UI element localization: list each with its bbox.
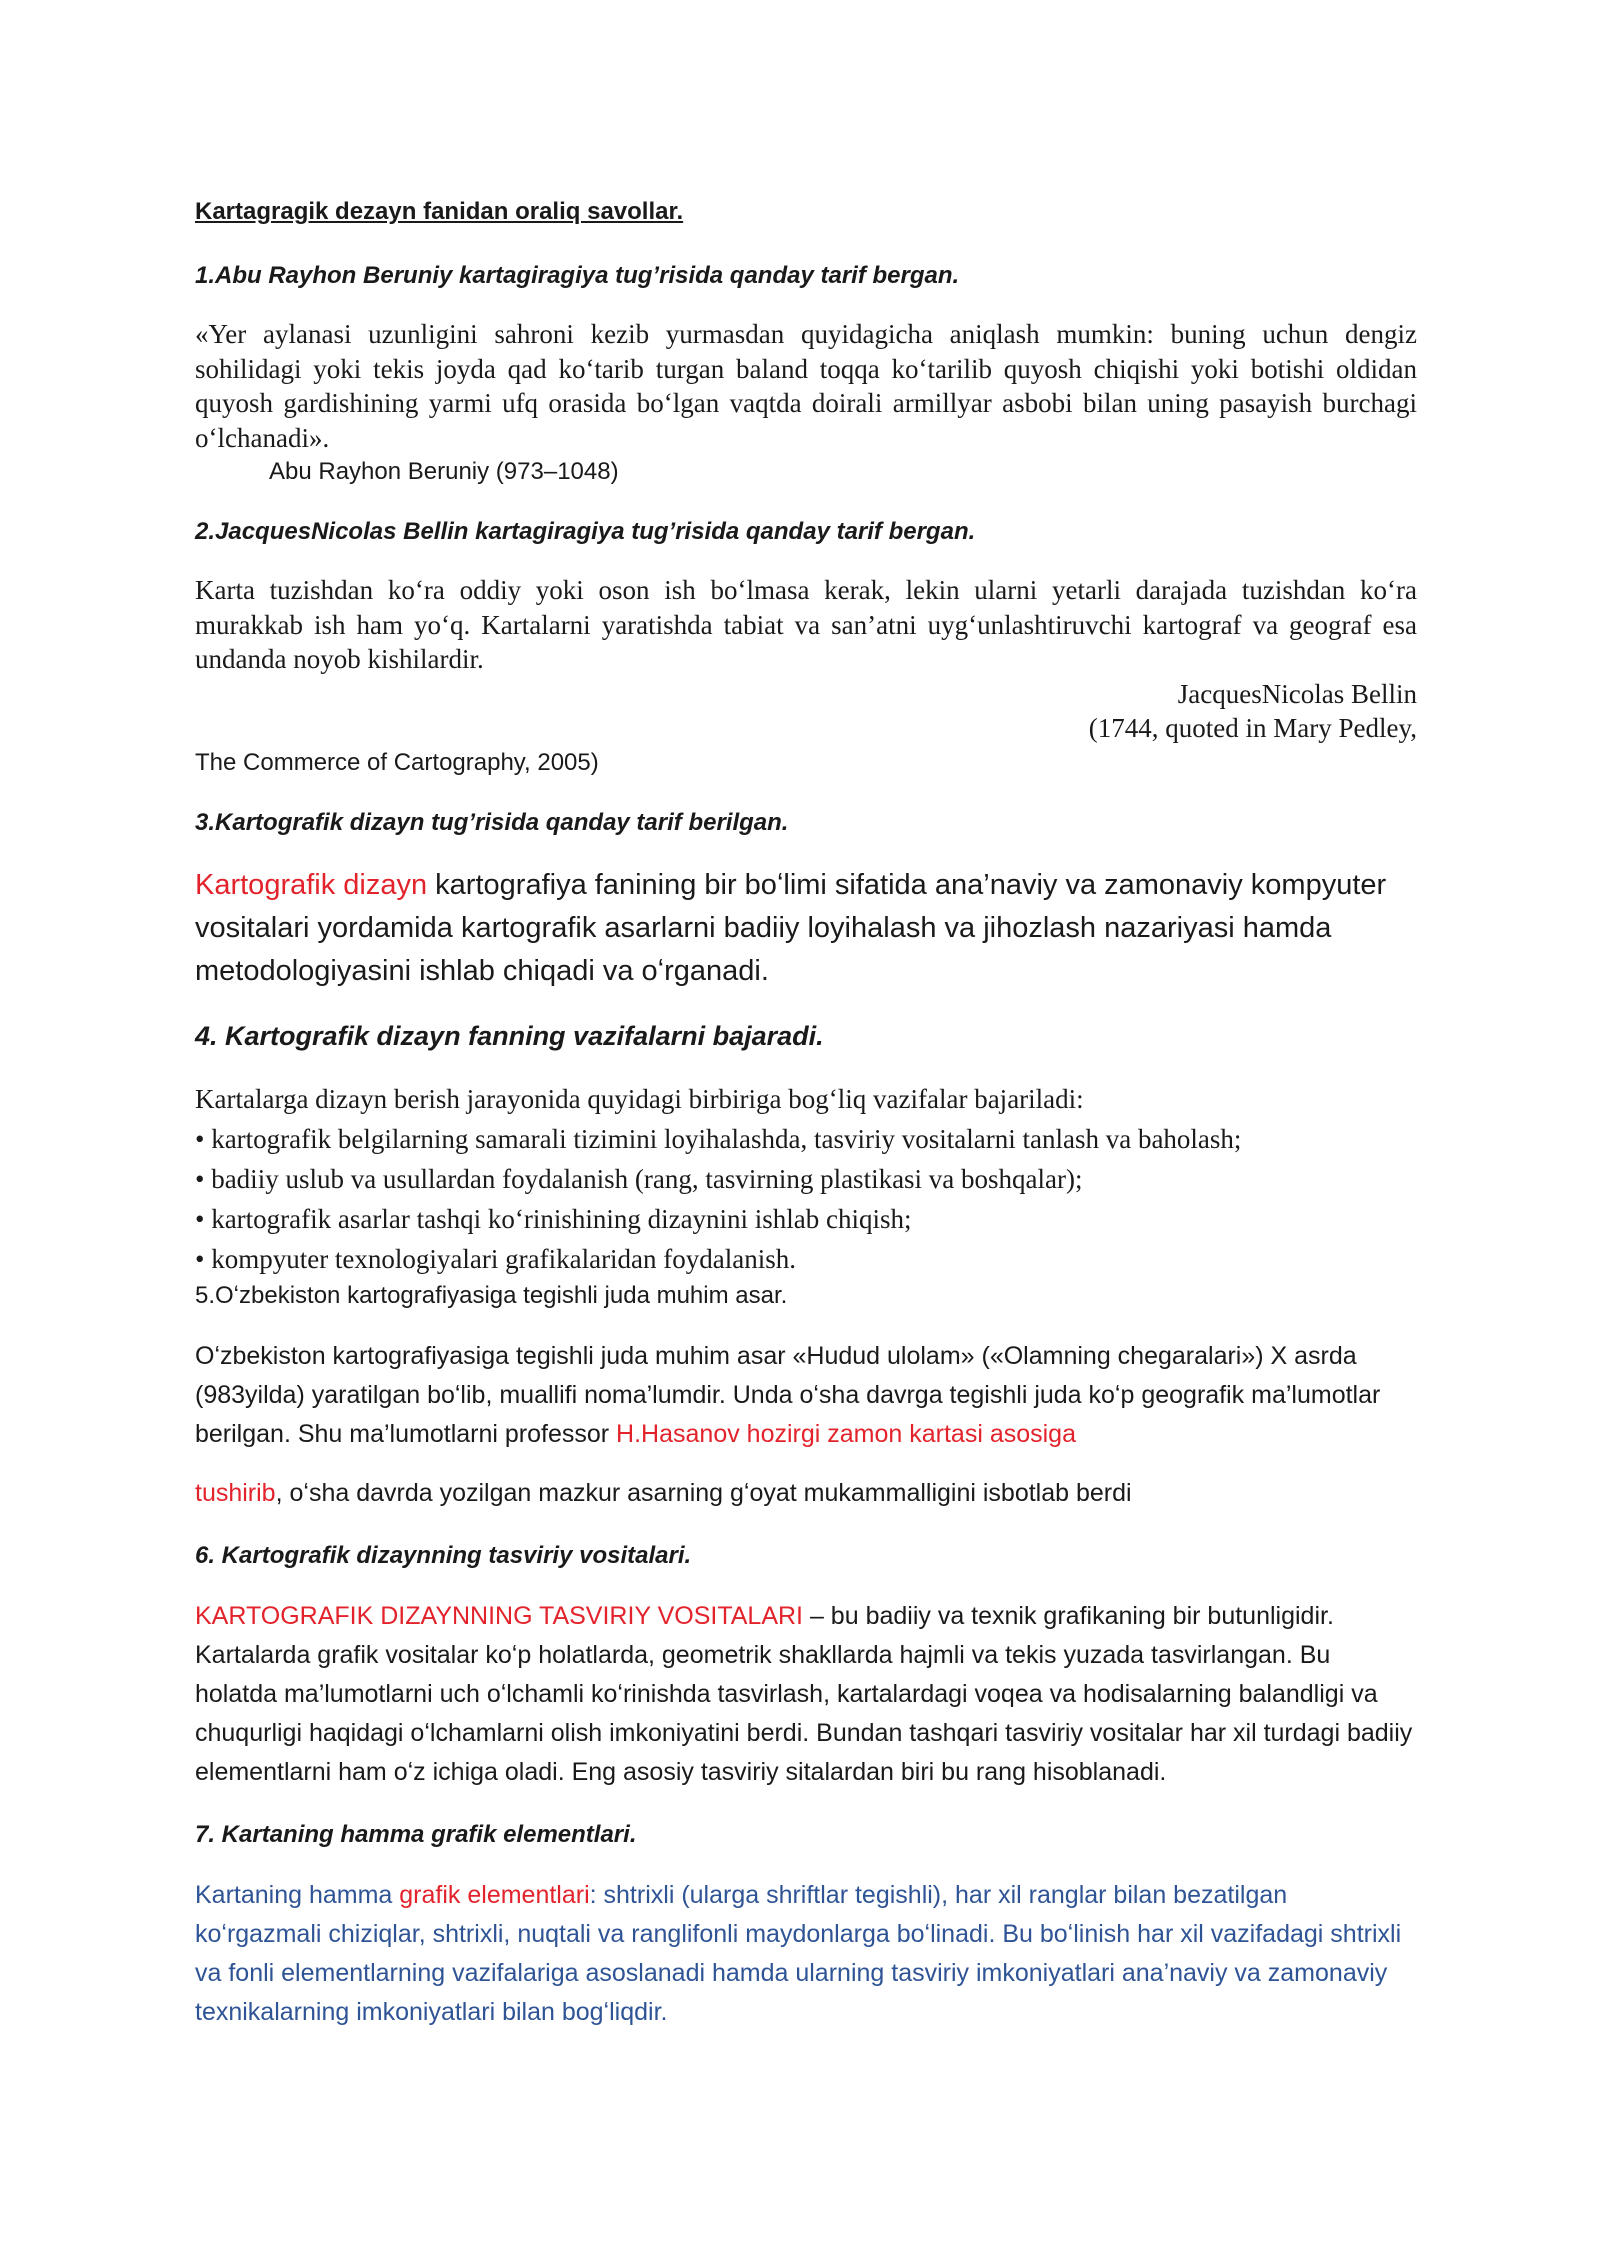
question-7-text-b: : shtrixli (ularga shriftlar tegishli), har xil ranglar bilan bezatilgan koʻrgazmali chiziqlar, shtrixli, nuqtali va ranglifonli maydonlarga boʻlinadi. Bu boʻlinish har xil vazifadagi shtrixli va fonli elementlarning vazifalariga asoslanadi hamda ularning tasviriy imkoniyatlari ana’naviy va zamonaviy texnikalarning imkoniyatlari bilan bogʻliqdir.	[195, 1880, 1402, 2026]
document-title: Kartagragik dezayn fanidan oraliq savollar.	[195, 198, 684, 225]
question-5-highlight-b: tushirib	[195, 1478, 276, 1507]
question-6-text: – bu badiiy va texnik grafikaning bir butunligidir. Kartalarda grafik vositalar koʻp holatlarda, geometrik shakllarda hajmli va tekis yuzada tasvirlangan. Bu holatda ma’lumotlarni uch oʻlchamli koʻrinishda tasvirlash, kartalardagi voqea va hodisalarning balandligi va chuqurligi haqidagi oʻlchamlarni olish imkoniyatini berdi. Bundan tashqari tasviriy vositalar har xil turdagi badiiy elementlarni ham oʻz ichiga oladi. Eng asosiy tasviriy sitalardan biri bu rang hisoblanadi.	[195, 1601, 1413, 1786]
question-2-author: JacquesNicolas Bellin	[1177, 678, 1417, 709]
question-3-heading: 3.Kartografik dizayn tug’risida qanday tarif berilgan.	[195, 808, 789, 836]
question-4-intro: Kartalarga dizayn berish jarayonida quyidagi birbiriga bogʻliq vazifalar bajariladi:	[195, 1083, 1084, 1114]
question-2-heading: 2.JacquesNicolas Bellin kartagiragiya tug’risida qanday tarif bergan.	[195, 518, 976, 545]
question-7-text-a: Kartaning hamma	[195, 1880, 400, 1909]
question-5-text-end: , oʻsha davrda yozilgan mazkur asarning gʻoyat mukammalligini isbotlab berdi	[275, 1478, 1132, 1507]
question-4-item: • kartografik belgilarning samarali tizimini loyihalashda, tasviriy vositalarni tanlash va baholash;	[195, 1123, 1242, 1154]
question-4-item: • kompyuter texnologiyalari grafikalaridan foydalanish.	[195, 1243, 797, 1274]
question-6-answer	[195, 1597, 1417, 1792]
question-1-quote: «Yer aylanasi uzunligini sahroni kezib yurmasdan quyidagicha aniqlash mumkin: buning uchun dengiz sohilidagi yoki tekis joyda qad koʻtarib turgan baland toqqa koʻtarilib quyosh chiqishi yoki botishi oldidan quyosh gardishining yarmi ufq orasida boʻlgan vaqtda doirali armillyar asbobi bilan uning pasayish burchagi oʻlchanadi».	[195, 319, 1417, 453]
question-5-heading: 5.Oʻzbekiston kartografiyasiga tegishli juda muhim asar.	[195, 1281, 788, 1309]
question-4-heading: 4. Kartografik dizayn fanning vazifalarni bajaradi.	[195, 1020, 824, 1051]
question-6-heading: 6. Kartografik dizaynning tasviriy vositalari.	[195, 1541, 692, 1569]
question-2-source-line-1: (1744, quoted in Mary Pedley,	[1088, 713, 1417, 743]
question-3-answer	[195, 864, 1417, 993]
question-5-answer	[195, 1337, 1417, 1454]
question-5-text: Oʻzbekiston kartografiyasiga tegishli juda muhim asar «Hudud ulolam» («Olamning chegaralari») X asrda (983yilda) yaratilgan boʻlib, muallifi noma’lumdir. Unda oʻsha davrga tegishli juda koʻp geografik ma’lumotlar berilgan. Shu ma’lumotlarni professor	[195, 1341, 1381, 1448]
question-1-author: Abu Rayhon Beruniy (973–1048)	[269, 458, 619, 485]
document-page	[195, 195, 1417, 2032]
question-7-heading: 7. Kartaning hamma grafik elementlari.	[195, 1820, 637, 1848]
question-4-item: • badiiy uslub va usullardan foydalanish (rang, tasvirning plastikasi va boshqalar);	[195, 1163, 1083, 1194]
question-3-text: kartografiya fanining bir boʻlimi sifatida ana’naviy va zamonaviy kompyuter vositalari yordamida kartografik asarlarni badiiy loyihalash va jihozlash nazariyasi hamda metodologiyasini ishlab chiqadi va oʻrganadi.	[195, 868, 1387, 987]
question-7-highlight: grafik elementlari	[399, 1880, 590, 1909]
question-2-source-line-2: The Commerce of Cartography, 2005)	[195, 748, 599, 776]
question-5-answer-continued	[195, 1474, 1417, 1513]
question-1-heading: 1.Abu Rayhon Beruniy kartagiragiya tug’risida qanday tarif bergan.	[195, 262, 960, 289]
question-4-item: • kartografik asarlar tashqi koʻrinishining dizaynini ishlab chiqish;	[195, 1203, 912, 1234]
question-6-highlight: KARTOGRAFIK DIZAYNNING TASVIRIY VOSITALARI	[195, 1601, 804, 1630]
question-5-highlight-a: H.Hasanov hozirgi zamon kartasi asosiga	[616, 1419, 1076, 1448]
question-7-answer	[195, 1876, 1417, 2032]
question-3-highlight: Kartografik dizayn	[195, 868, 428, 901]
question-2-quote: Karta tuzishdan koʻra oddiy yoki oson ish boʻlmasa kerak, lekin ularni yetarli darajada tuzishdan koʻra murakkab ish ham yoʻq. Kartalarni yaratishda tabiat va san’atni uygʻunlashtiruvchi kartograf va geograf esa undanda noyob kishilardir.	[195, 575, 1417, 674]
